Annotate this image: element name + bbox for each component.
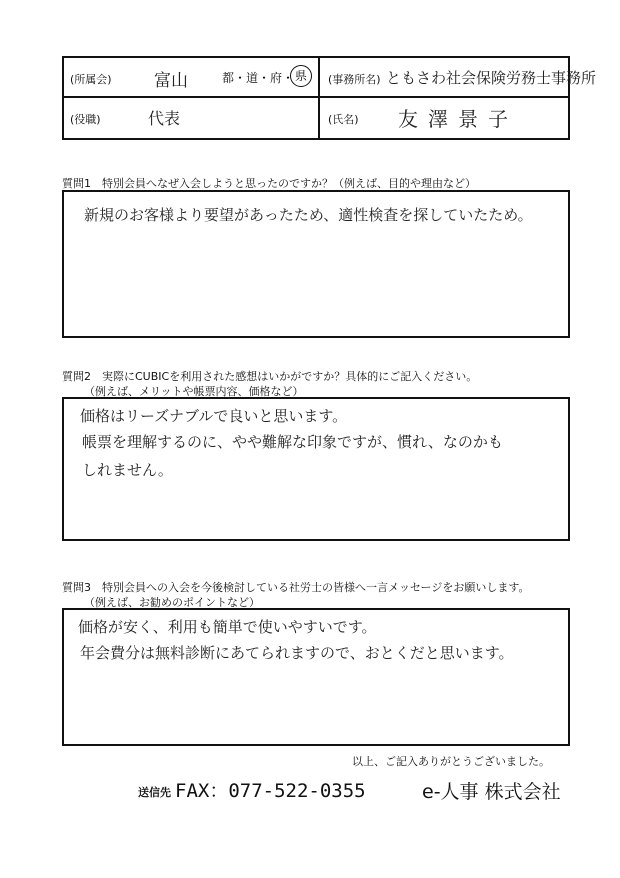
question-2-answer-line: 価格はリーズナブルで良いと思います。 — [80, 407, 348, 425]
question-1-answer-line: 新規のお客様より要望があったため、適性検査を探していたため。 — [84, 206, 533, 224]
send-label: 送信先 — [138, 786, 171, 799]
question-2-answer-box — [62, 397, 570, 541]
question-3-subtitle: （例えば、お勧めのポイントなど） — [84, 596, 260, 609]
office-label: (事務所名) — [328, 73, 381, 86]
question-3-answer-line: 年会費分は無料診断にあてられますので、おとくだと思います。 — [80, 644, 514, 662]
header-row-1 — [64, 58, 597, 96]
question-3-answer-line: 価格が安く、利用も簡単で使いやすいです。 — [78, 618, 377, 636]
prefecture-selected: 県 — [290, 65, 312, 87]
question-1-title: 質問1 特別会員へなぜ入会しようと思ったのですか？（例えば、目的や理由など） — [62, 177, 476, 190]
question-3-title: 質問3 特別会員への入会を今後検討している社労士の皆様へ一言メッセージをお願いします。 — [62, 581, 530, 594]
company-name: e-人事 株式会社 — [422, 781, 561, 803]
question-2-answer-line: しれません。 — [82, 461, 173, 479]
question-3-answer-box — [62, 608, 570, 746]
position-label: (役職) — [70, 113, 101, 126]
fax-number: FAX：077-522-0355 — [175, 780, 366, 802]
header-table — [62, 56, 597, 140]
office-value: ともさわ社会保険労務士事務所 — [386, 69, 597, 87]
name-label: (氏名) — [328, 113, 359, 126]
affiliation-label: (所属会) — [70, 73, 112, 86]
name-value: 友澤景子 — [398, 107, 518, 131]
affiliation-value: 富山 — [154, 71, 188, 91]
question-1-answer-box — [62, 190, 570, 338]
closing-text: 以上、ご記入ありがとうございました。 — [352, 755, 550, 768]
question-2-answer-line: 帳票を理解するのに、やや難解な印象ですが、慣れ、なのかも — [82, 433, 503, 451]
footer — [0, 772, 620, 812]
header-row-2 — [64, 98, 568, 136]
position-value: 代表 — [148, 109, 181, 128]
prefecture-options: 都・道・府・ — [222, 71, 295, 85]
question-2-subtitle: （例えば、メリットや帳票内容、価格など） — [84, 385, 304, 398]
question-2-title: 質問2 実際にCUBICを利用された感想はいかがですか？具体的にご記入ください。 — [62, 370, 478, 383]
